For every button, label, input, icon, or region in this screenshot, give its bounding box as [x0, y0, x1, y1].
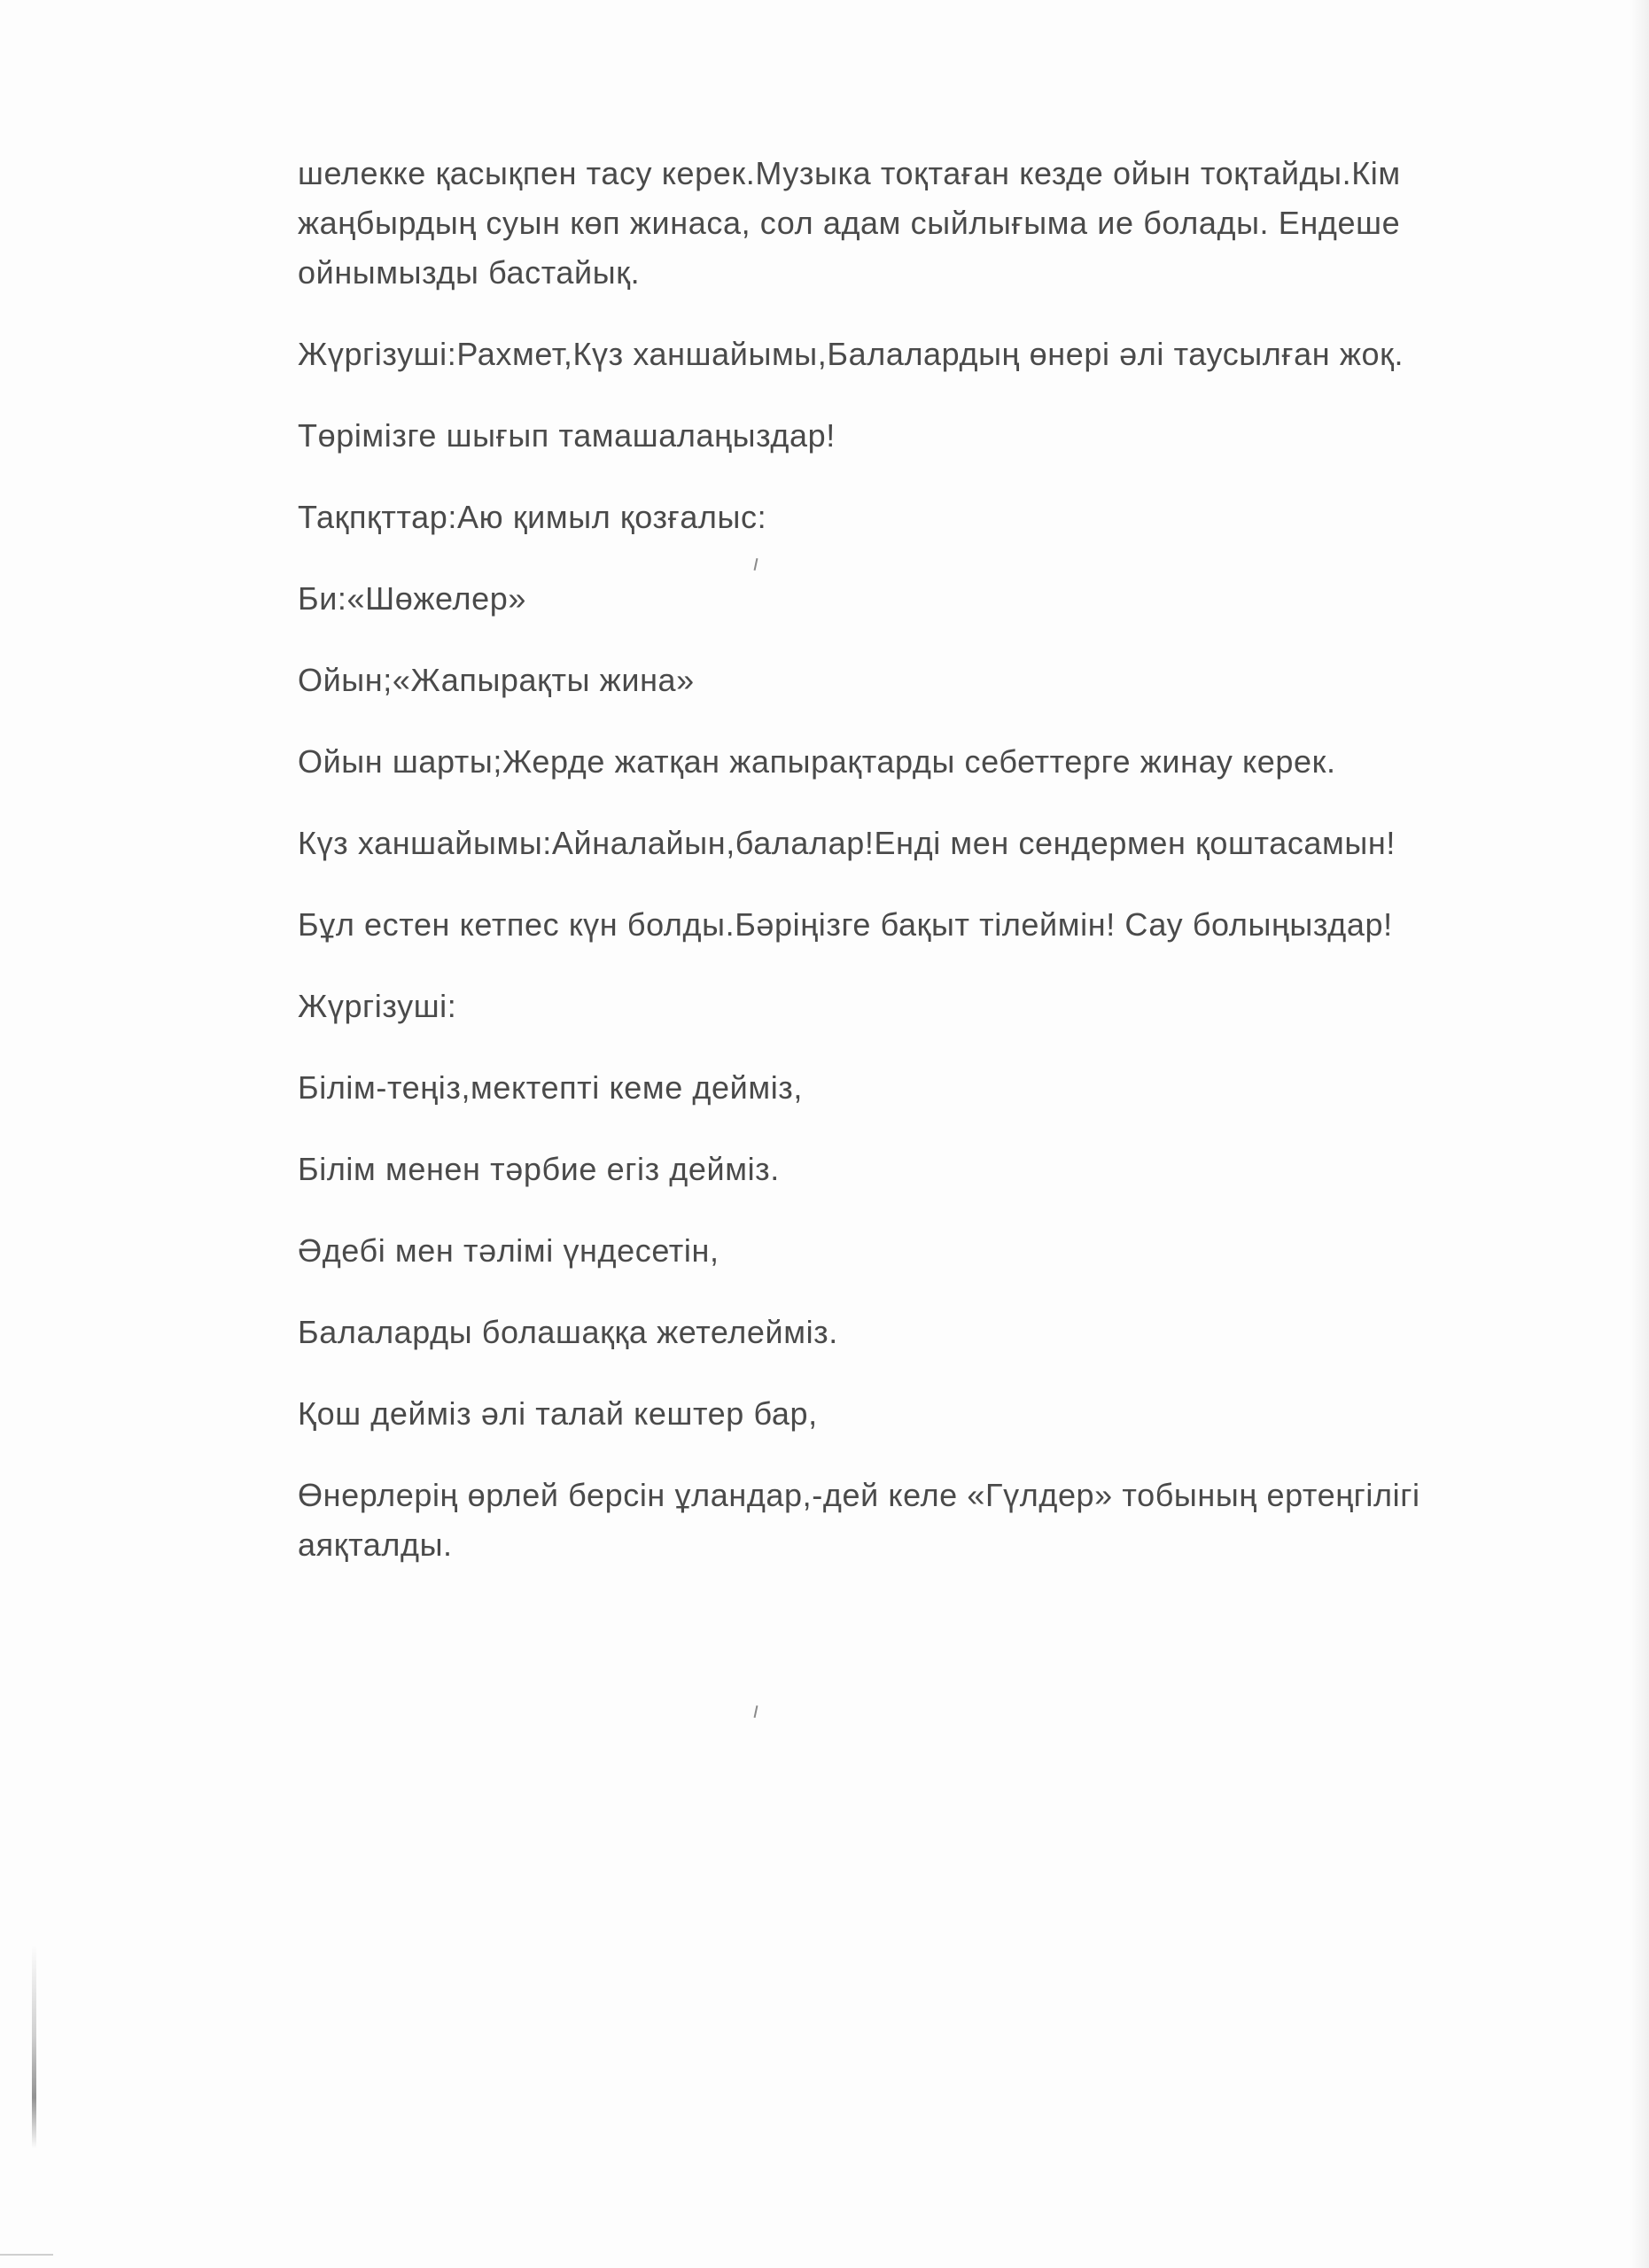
scan-mark-bottom: [0, 2254, 53, 2256]
closing-paragraph: Өнерлерің өрлей берсін ұландар,-дей келе «Гүлдер» тобының ертеңгілігі аяқталды.: [298, 1477, 1430, 1563]
paragraph: Ойын шарты;Жерде жатқан жапырақтарды себеттерге жинау керек.: [298, 743, 1336, 780]
scan-speck: [754, 1705, 758, 1718]
paragraph: Төрімізге шығып тамашалаңыздар!: [298, 417, 836, 454]
paragraph: Күз ханшайымы:Айналайын,балалар!Енді мен сендермен қоштасамын!: [298, 825, 1396, 861]
poem-line: Қош дейміз әлі талай кештер бар,: [298, 1395, 818, 1432]
poem-line: Білім менен тәрбие егіз дейміз.: [298, 1151, 780, 1187]
paragraph: шелекке қасықпен тасу керек.Музыка тоқтаған кезде ойын тоқтайды.Кім жаңбырдың суын көп жинаса, сол адам сыйлығыма ие болады. Ендеше ойнымызды бастайық.: [298, 155, 1411, 291]
paragraph: Жүргізуші:Рахмет,Күз ханшайымы,Балалардың өнері әлі таусылған жоқ.: [298, 336, 1404, 372]
paragraph: Бұл естен кетпес күн болды.Бәріңізге бақыт тілеймін! Сау болыңыздар!: [298, 906, 1393, 943]
paragraph: Би:«Шөжелер»: [298, 580, 526, 617]
poem-line: Балаларды болашаққа жетелейміз.: [298, 1314, 838, 1350]
document-body: [298, 149, 1512, 1602]
scan-edge-shadow: [1630, 0, 1649, 2268]
poem-line: Білім-теңіз,мектепті кеме дейміз,: [298, 1069, 804, 1106]
paragraph: Ойын;«Жапырақты жина»: [298, 662, 695, 698]
poem-line: Әдебі мен тәлімі үндесетін,: [298, 1232, 719, 1269]
scan-mark-left: [32, 1945, 36, 2148]
paragraph: Тақпқттар:Аю қимыл қозғалыс:: [298, 499, 767, 535]
paragraph: Жүргізуші:: [298, 988, 457, 1024]
